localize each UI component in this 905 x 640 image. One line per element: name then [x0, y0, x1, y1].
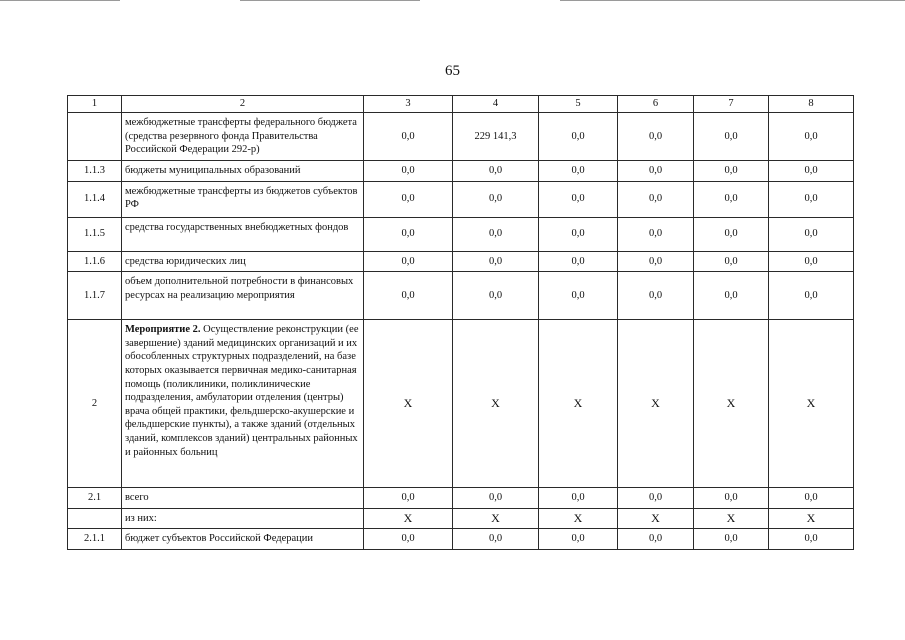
table-row — [68, 272, 854, 320]
column-header: 7 — [694, 96, 769, 113]
value-cell: 0,0 — [694, 529, 769, 550]
value-cell: 0,0 — [694, 161, 769, 182]
value-cell: X — [769, 320, 854, 488]
value-cell: 0,0 — [364, 217, 453, 251]
table-row — [68, 113, 854, 161]
row-index: 1.1.5 — [68, 217, 122, 251]
measure-title: Мероприятие 2. — [125, 324, 201, 336]
value-cell: 0,0 — [453, 272, 539, 320]
value-cell: 0,0 — [364, 113, 453, 161]
value-cell: 0,0 — [769, 251, 854, 272]
value-cell: 0,0 — [453, 161, 539, 182]
value-cell: X — [453, 508, 539, 529]
table-row — [68, 508, 854, 529]
row-label: всего — [122, 488, 364, 509]
value-cell: X — [539, 508, 618, 529]
table-header-row — [68, 96, 854, 113]
value-cell: 0,0 — [539, 181, 618, 217]
row-index — [68, 113, 122, 161]
value-cell: 0,0 — [694, 251, 769, 272]
value-cell: 0,0 — [539, 272, 618, 320]
value-cell: 0,0 — [618, 529, 694, 550]
row-label: межбюджетные трансферты федерального бюджета (средства резервного фонда Правительства Российской Федерации 292-р) — [122, 113, 364, 161]
page-number: 65 — [445, 63, 460, 79]
row-label: средства государственных внебюджетных фондов — [122, 217, 364, 251]
value-cell: 0,0 — [694, 488, 769, 509]
value-cell: 0,0 — [364, 272, 453, 320]
budget-table — [67, 95, 854, 550]
table-row — [68, 488, 854, 509]
row-label: объем дополнительной потребности в финансовых ресурсах на реализацию мероприятия — [122, 272, 364, 320]
row-label: межбюджетные трансферты из бюджетов субъектов РФ — [122, 181, 364, 217]
value-cell: 0,0 — [364, 488, 453, 509]
row-index — [68, 508, 122, 529]
scan-edge-line — [0, 0, 120, 1]
row-index: 2.1.1 — [68, 529, 122, 550]
value-cell: 0,0 — [364, 529, 453, 550]
value-cell: 0,0 — [769, 113, 854, 161]
value-cell: 0,0 — [618, 217, 694, 251]
value-cell: 0,0 — [694, 113, 769, 161]
value-cell: 0,0 — [769, 217, 854, 251]
value-cell: X — [694, 508, 769, 529]
value-cell: X — [364, 320, 453, 488]
column-header: 4 — [453, 96, 539, 113]
row-index: 2 — [68, 320, 122, 488]
table-row — [68, 161, 854, 182]
value-cell: 0,0 — [453, 529, 539, 550]
scan-edge-line — [560, 0, 905, 1]
row-label: средства юридических лиц — [122, 251, 364, 272]
value-cell: X — [694, 320, 769, 488]
scan-edge-line — [240, 0, 420, 1]
measure-description: Осуществление реконструкции (ее завершение) зданий медицинских организаций и их обособленных структурных подразделений, на базе которых оказывается первичная медико-санитарная помощь (поликлиники, поликлинические подразделения, амбулатории отделения (центры) врача общей практики, фельдшерско-акушерские и фельдшерские пункты), а также зданий (отдельных зданий, комплексов зданий) центральных районных и районных больниц — [125, 324, 359, 458]
value-cell: 0,0 — [769, 272, 854, 320]
row-label — [122, 320, 364, 488]
value-cell: 0,0 — [364, 181, 453, 217]
row-index: 1.1.3 — [68, 161, 122, 182]
value-cell: 0,0 — [769, 529, 854, 550]
row-index: 2.1 — [68, 488, 122, 509]
column-header: 8 — [769, 96, 854, 113]
row-index: 1.1.4 — [68, 181, 122, 217]
row-index: 1.1.6 — [68, 251, 122, 272]
value-cell: X — [618, 320, 694, 488]
value-cell: 0,0 — [769, 161, 854, 182]
value-cell: 0,0 — [453, 251, 539, 272]
value-cell: 0,0 — [769, 488, 854, 509]
column-header: 5 — [539, 96, 618, 113]
value-cell: 0,0 — [618, 488, 694, 509]
value-cell: 0,0 — [453, 217, 539, 251]
value-cell: 0,0 — [769, 181, 854, 217]
value-cell: 0,0 — [539, 113, 618, 161]
table-row — [68, 251, 854, 272]
column-header: 2 — [122, 96, 364, 113]
value-cell: 0,0 — [618, 161, 694, 182]
value-cell: 0,0 — [539, 488, 618, 509]
row-label: из них: — [122, 508, 364, 529]
value-cell: X — [453, 320, 539, 488]
row-index: 1.1.7 — [68, 272, 122, 320]
value-cell: 0,0 — [364, 251, 453, 272]
value-cell: 0,0 — [618, 272, 694, 320]
value-cell: 0,0 — [539, 251, 618, 272]
table-row — [68, 529, 854, 550]
value-cell: 229 141,3 — [453, 113, 539, 161]
value-cell: X — [364, 508, 453, 529]
value-cell: 0,0 — [694, 217, 769, 251]
value-cell: 0,0 — [618, 181, 694, 217]
value-cell: 0,0 — [453, 181, 539, 217]
row-label: бюджеты муниципальных образований — [122, 161, 364, 182]
value-cell: 0,0 — [539, 161, 618, 182]
table-row — [68, 320, 854, 488]
column-header: 3 — [364, 96, 453, 113]
value-cell: X — [539, 320, 618, 488]
value-cell: 0,0 — [694, 181, 769, 217]
value-cell: X — [618, 508, 694, 529]
table-row — [68, 181, 854, 217]
column-header: 6 — [618, 96, 694, 113]
row-label: бюджет субъектов Российской Федерации — [122, 529, 364, 550]
value-cell: 0,0 — [364, 161, 453, 182]
value-cell: 0,0 — [618, 113, 694, 161]
value-cell: 0,0 — [694, 272, 769, 320]
column-header: 1 — [68, 96, 122, 113]
table-row — [68, 217, 854, 251]
value-cell: 0,0 — [618, 251, 694, 272]
value-cell: 0,0 — [453, 488, 539, 509]
value-cell: 0,0 — [539, 529, 618, 550]
value-cell: 0,0 — [539, 217, 618, 251]
value-cell: X — [769, 508, 854, 529]
